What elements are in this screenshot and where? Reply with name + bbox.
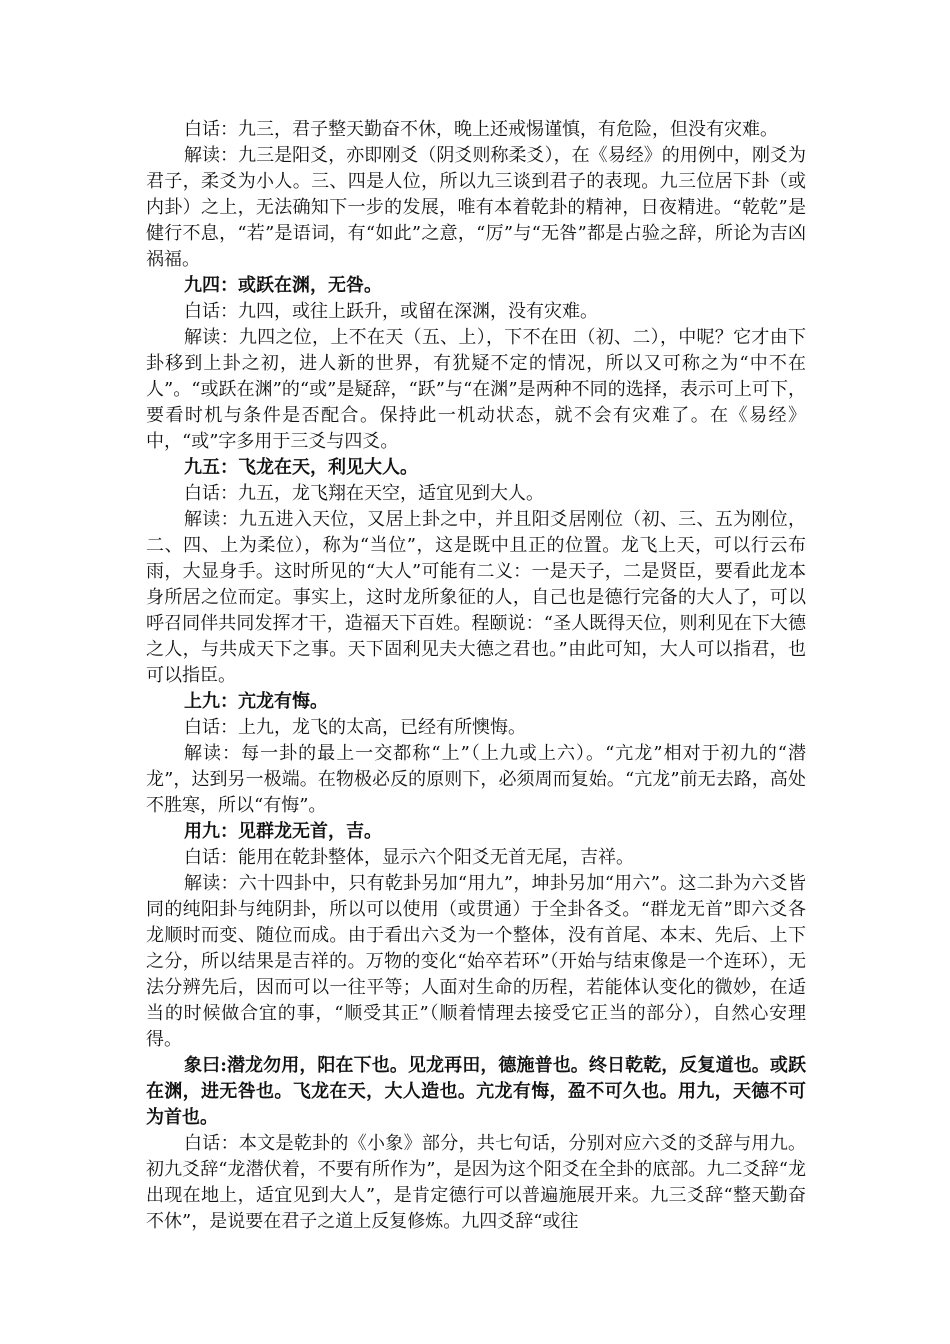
- paragraph-jiedu-shangjiu: 解读：每一卦的最上一交都称“上”（上九或上六）。“亢龙”相对于初九的“潜龙”，达到另一极端。在物极必反的原则下，必须周而复始。“亢龙”前无去路，高处不胜寒，所以“有悔”。: [146, 743, 806, 816]
- paragraph-baihua-xiaoxiang: 白话：本文是乾卦的《小象》部分，共七句话，分别对应六爻的爻辞与用九。初九爻辞“龙潜伏着，不要有所作为”，是因为这个阳爻在全卦的底部。九二爻辞“龙出现在地上，适宜见到大人”，是肯定德行可以普遍施展开来。九三爻辞“整天勤奋不休”，是说要在君子之道上反复修炼。九四爻辞“或往: [146, 1133, 806, 1232]
- paragraph-baihua-jiusan: 白话：九三，君子整天勤奋不休，晚上还戒惕谨慎，有危险，但没有灾难。: [184, 119, 778, 140]
- paragraph-baihua-shangjiu: 白话：上九，龙飞的太高，已经有所懊悔。: [184, 717, 526, 738]
- paragraph-baihua-jiuwu: 白话：九五，龙飞翔在天空，适宜见到大人。: [184, 483, 544, 504]
- paragraph-jiedu-jiuwu: 解读：九五进入天位，又居上卦之中，并且阳爻居刚位（初、三、五为刚位，二、四、上为柔位），称为“当位”，这是既中且正的位置。龙飞上天，可以行云布雨，大显身手。这时所见的“大人”可能有二义：一是天子，二是贤臣，要看此龙本身所居之位而定。事实上，这时龙所象征的人，自己也是德行完备的大人了，可以呼召同伴共同发挥才干，造福天下百姓。程颐说：“圣人既得天位，则利见在下大德之人，与共成天下之事。天下固利见夫大德之君也。”由此可知，大人可以指君，也可以指臣。: [146, 509, 806, 686]
- document-page: [146, 117, 806, 1235]
- heading-xiangyue: 象曰:潜龙勿用，阳在下也。见龙再田，德施普也。终日乾乾，反复道也。或跃在渊，进无咎也。飞龙在天，大人造也。亢龙有悔，盈不可久也。用九，天德不可为首也。: [146, 1055, 806, 1128]
- heading-yongjiu: 用九：见群龙无首，吉。: [184, 821, 382, 842]
- heading-jiusi: 九四：或跃在渊，无咎。: [184, 275, 382, 296]
- heading-jiuwu: 九五：飞龙在天，利见大人。: [184, 457, 418, 478]
- paragraph-baihua-jiusi: 白话：九四，或往上跃升，或留在深渊，没有灾难。: [184, 301, 598, 322]
- paragraph-jiedu-jiusi: 解读：九四之位，上不在天（五、上），下不在田（初、二），中呢？它才由下卦移到上卦之初，进人新的世界，有犹疑不定的情况，所以又可称之为“中不在人”。“或跃在渊”的“或”是疑辞，“跃”与“在渊”是两种不同的选择，表示可上可下，要看时机与条件是否配合。保持此一机动状态，就不会有灾难了。在《易经》中，“或”字多用于三爻与四爻。: [146, 327, 806, 452]
- paragraph-jiedu-jiusan: 解读：九三是阳爻，亦即刚爻（阴爻则称柔爻），在《易经》的用例中，刚爻为君子，柔爻为小人。三、四是人位，所以九三谈到君子的表现。九三位居下卦（或内卦）之上，无法确知下一步的发展，唯有本着乾卦的精神，日夜精进。“乾乾”是健行不息，“若”是语词，有“如此”之意，“厉”与“无咎”都是占验之辞，所论为吉凶祸福。: [146, 145, 806, 270]
- heading-shangjiu: 上九：亢龙有悔。: [184, 691, 328, 712]
- paragraph-jiedu-yongjiu: 解读：六十四卦中，只有乾卦另加“用九”，坤卦另加“用六”。这二卦为六爻皆同的纯阳卦与纯阴卦，所以可以使用（或贯通）于全卦各爻。“群龙无首”即六爻各龙顺时而变、随位而成。由于看出六爻为一个整体，没有首尾、本末、先后、上下之分，所以结果是吉祥的。万物的变化“始卒若环”（开始与结束像是一个连环），无法分辨先后，因而可以一往平等；人面对生命的历程，若能体认变化的微妙，在适当的时候做合宜的事，“顺受其正”（顺着情理去接受它正当的部分），自然心安理得。: [146, 873, 806, 1050]
- paragraph-baihua-yongjiu: 白话：能用在乾卦整体，显示六个阳爻无首无尾，吉祥。: [184, 847, 634, 868]
